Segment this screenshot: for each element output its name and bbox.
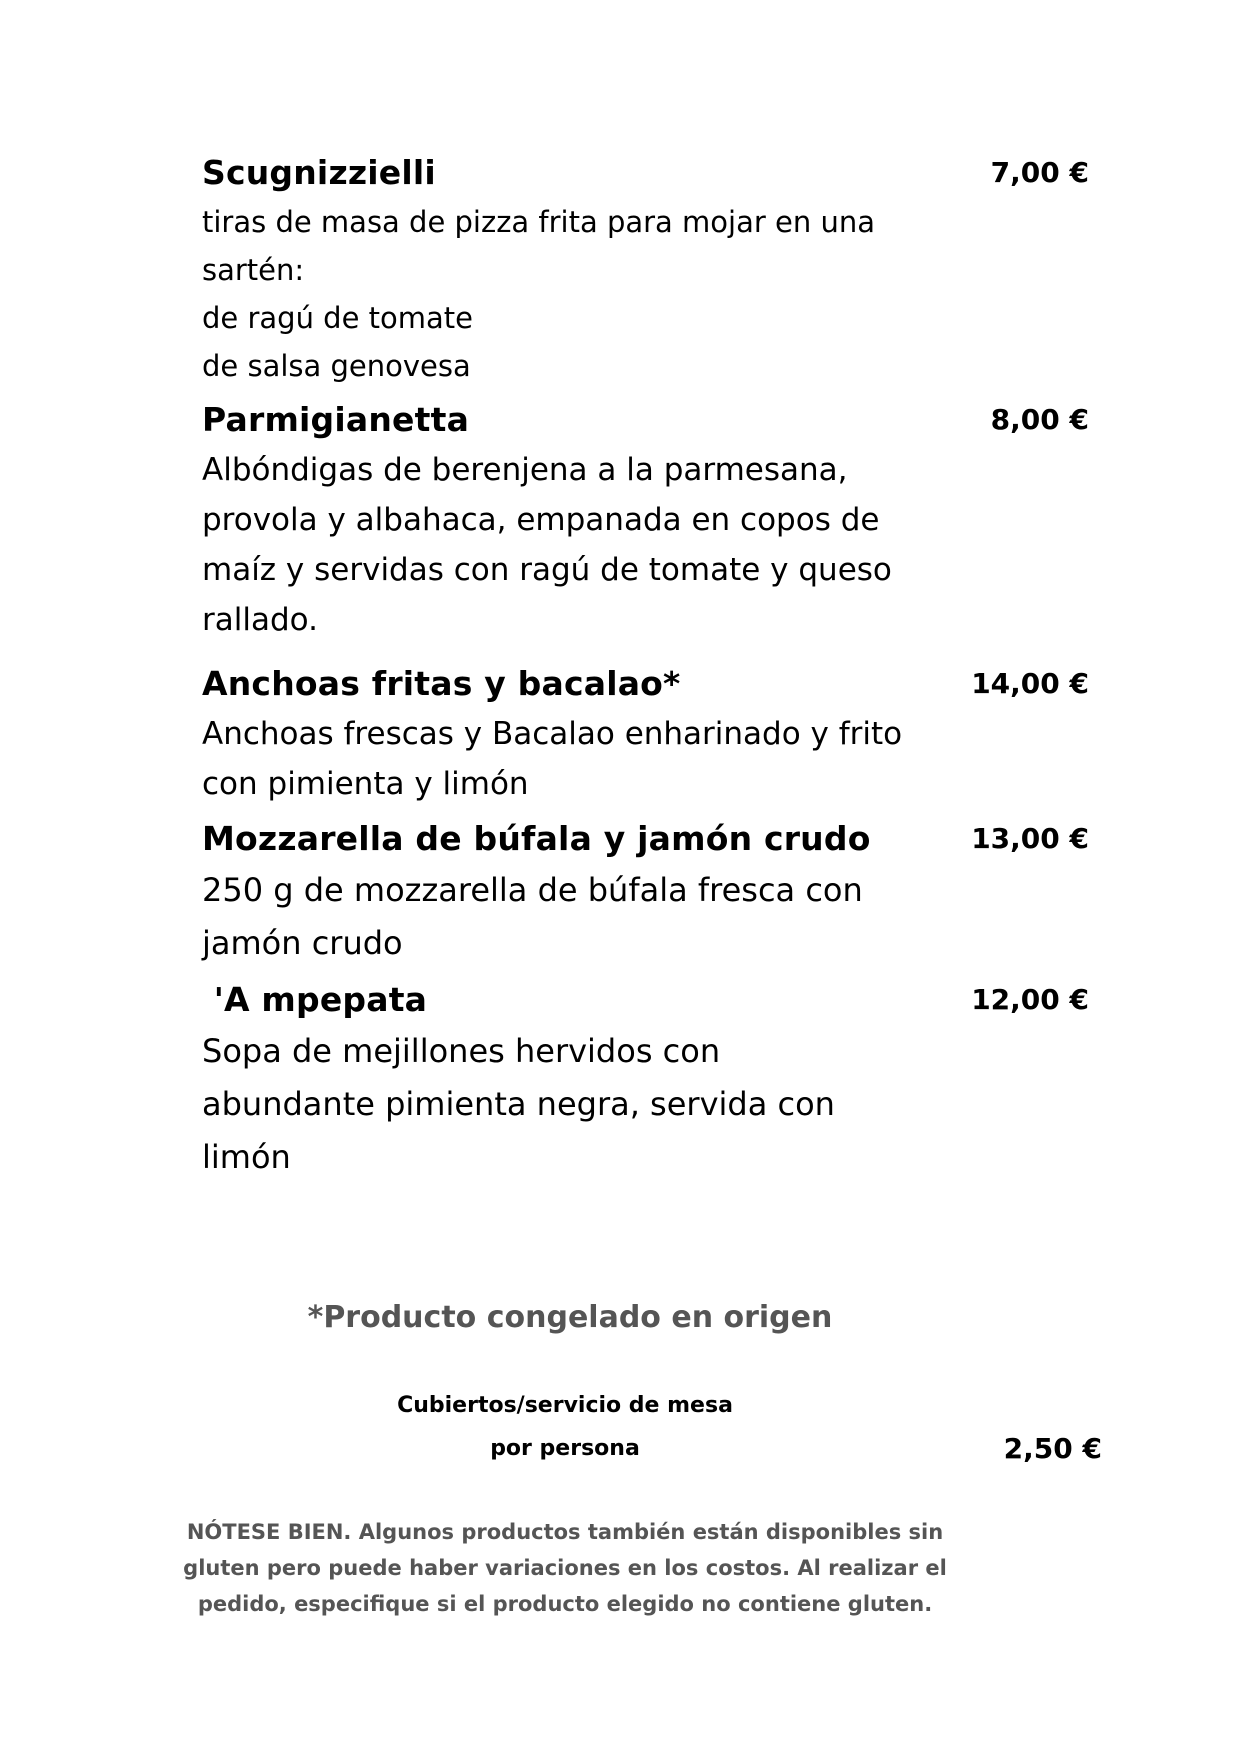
service-price: 2,50 € xyxy=(1003,1432,1102,1465)
menu-item-scugnizzielli xyxy=(202,148,1102,390)
item-description-line: Sopa de mejillones hervidos con xyxy=(202,1032,721,1070)
item-price: 13,00 € xyxy=(971,822,1089,855)
item-name: 'A mpepata xyxy=(202,980,428,1019)
item-description-line: sartén: xyxy=(202,253,305,287)
item-description-line: con pimienta y limón xyxy=(202,766,529,802)
gluten-note-line: NÓTESE BIEN. Algunos productos también están disponibles sin xyxy=(186,1520,944,1544)
frozen-product-footnote: *Producto congelado en origen xyxy=(307,1300,833,1335)
item-description-line: tiras de masa de pizza frita para mojar en una xyxy=(202,205,875,239)
menu-item-a-mpepata xyxy=(202,975,1102,1184)
item-description-line: abundante pimienta negra, servida con xyxy=(202,1085,835,1123)
service-label-line: por persona xyxy=(490,1436,640,1461)
item-description-line: Anchoas frescas y Bacalao enharinado y frito xyxy=(202,716,903,752)
item-price: 12,00 € xyxy=(971,983,1089,1016)
item-price: 7,00 € xyxy=(990,156,1089,189)
item-description-line: limón xyxy=(202,1138,291,1176)
menu-item-anchoas-fritas xyxy=(202,659,1102,809)
item-description-line: 250 g de mozzarella de búfala fresca con xyxy=(202,871,863,909)
item-price: 14,00 € xyxy=(971,667,1089,700)
item-name: Mozzarella de búfala y jamón crudo xyxy=(202,819,871,858)
item-description-line: de ragú de tomate xyxy=(202,301,473,335)
item-name: Scugnizzielli xyxy=(202,153,436,192)
item-description-line: jamón crudo xyxy=(202,924,403,962)
menu-item-parmigianetta xyxy=(202,395,1102,645)
gluten-note-line: gluten pero puede haber variaciones en los costos. Al realizar el xyxy=(183,1556,947,1580)
item-name: Parmigianetta xyxy=(202,400,470,439)
item-description-line: de salsa genovesa xyxy=(202,349,471,383)
item-name: Anchoas fritas y bacalao* xyxy=(202,664,681,703)
item-description-line: provola y albahaca, empanada en copos de xyxy=(202,502,880,538)
item-description-line: Albóndigas de berenjena a la parmesana, xyxy=(202,452,848,488)
menu-item-mozzarella xyxy=(202,814,1102,970)
service-label-line: Cubiertos/servicio de mesa xyxy=(397,1393,733,1418)
gluten-note-line: pedido, especifique si el producto elegido no contiene gluten. xyxy=(197,1592,933,1616)
item-description-line: maíz y servidas con ragú de tomate y queso xyxy=(202,552,892,588)
item-price: 8,00 € xyxy=(990,403,1089,436)
item-description-line: rallado. xyxy=(202,602,318,638)
